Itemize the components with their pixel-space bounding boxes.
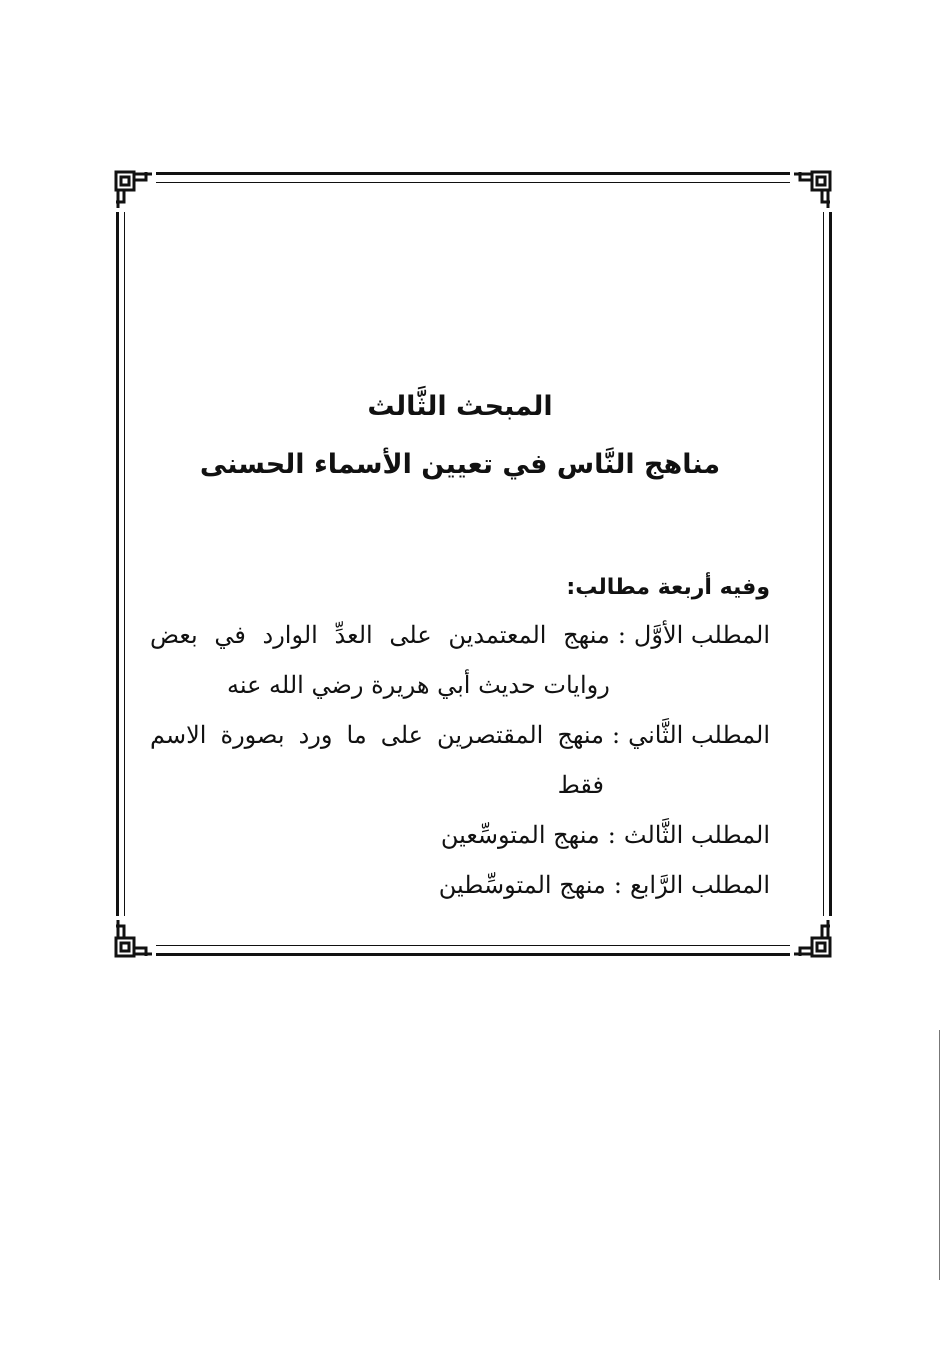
list-item [150,610,770,710]
item-separator: : [613,871,622,899]
item-separator: : [612,721,621,749]
item-text: منهج المعتمدين على العدِّ الوارد في بعض روايات حديث أبي هريرة رضي الله عنه [150,621,610,699]
item-separator: : [617,621,626,649]
list-item [150,710,770,810]
section-title: مناهج النَّاس في تعيين الأسماء الحسنى [199,449,721,480]
ornament-corner-icon [790,916,834,960]
item-separator: : [607,821,616,849]
list-item [150,810,770,860]
page-content [150,380,770,910]
intro-text: وفيه أربعة مطالب: [566,575,770,600]
topics-list [150,610,770,910]
scan-edge-line [939,1030,940,1280]
item-label: المطلب الثَّاني [628,721,770,749]
ornament-corner-icon [790,168,834,212]
section-heading: المبحث الثَّالث [367,391,553,422]
ornament-corner-icon [112,916,156,960]
item-label: المطلب الرَّابع [629,871,770,899]
item-label: المطلب الأوَّل [633,621,770,649]
item-text: منهج المقتصرين على ما ورد بصورة الاسم فقط [150,721,604,799]
item-text: منهج المتوسِّطين [438,871,606,899]
item-label: المطلب الثَّالث [623,821,770,849]
list-item [150,860,770,910]
ornament-corner-icon [112,168,156,212]
item-text: منهج المتوسِّعين [440,821,600,849]
